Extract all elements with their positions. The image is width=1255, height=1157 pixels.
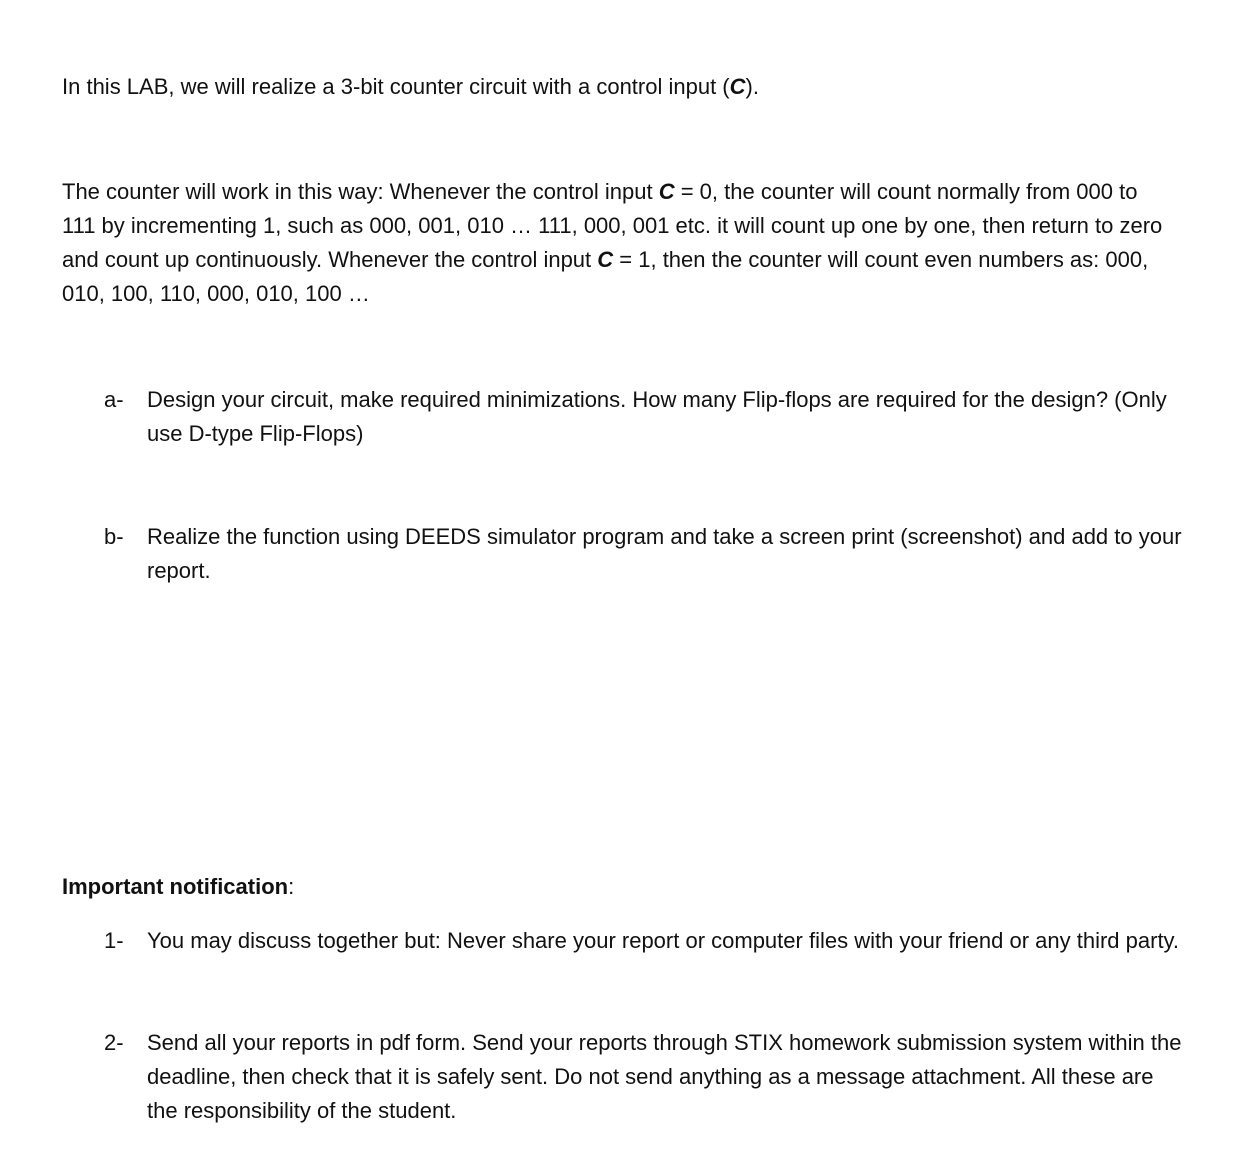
notification-text: You may discuss together but: Never share your report or computer files with your friend or any third party. [147,928,1180,953]
list-item [104,924,1184,958]
list-marker: 2- [104,1030,124,1055]
list-item [104,383,1184,451]
control-input-symbol: C [729,74,746,99]
task-text: Realize the function using DEEDS simulator program and take a screen print (screenshot) and add to your report. [147,524,1182,583]
list-marker: a- [104,387,124,412]
intro-text-start: In this LAB, we will realize a 3-bit counter circuit with a control input ( [62,74,730,99]
list-marker: 1- [104,928,124,953]
description-text-1: The counter will work in this way: Whenever the control input [62,179,659,204]
notification-heading-text: Important notification [62,874,289,899]
control-input-symbol: C [658,179,675,204]
notification-item-2 [104,1026,1184,1128]
task-a [104,383,1184,451]
intro-paragraph [62,70,1172,104]
notification-item-1 [104,924,1184,958]
list-item [104,1026,1184,1128]
notification-text: Send all your reports in pdf form. Send your reports through STIX homework submission system within the deadline, then check that it is safely sent. Do not send anything as a message attachment. All these are the responsibility of the student. [147,1030,1182,1123]
control-input-symbol: C [597,247,614,272]
task-text: Design your circuit, make required minimizations. How many Flip-flops are required for the design? (Only use D-type Flip-Flops) [147,387,1167,446]
description-paragraph [62,175,1172,311]
task-b [104,520,1184,588]
list-item [104,520,1184,588]
list-marker: b- [104,524,124,549]
description-text-3: = 1, then the counter will count even numbers as: 000, 010, 100, 110, 000, 010, 100 … [62,247,1149,306]
description-text-2: = 0, the counter will count normally from 000 to 111 by incrementing 1, such as 000, 001, 010 … 111, 000, 001 etc. it will count up one by one, then return to zero and count up continuously. Whenever the control input [62,179,1163,272]
notification-heading-colon: : [288,874,295,899]
intro-text-end: ). [745,74,759,99]
notification-heading [62,870,294,904]
